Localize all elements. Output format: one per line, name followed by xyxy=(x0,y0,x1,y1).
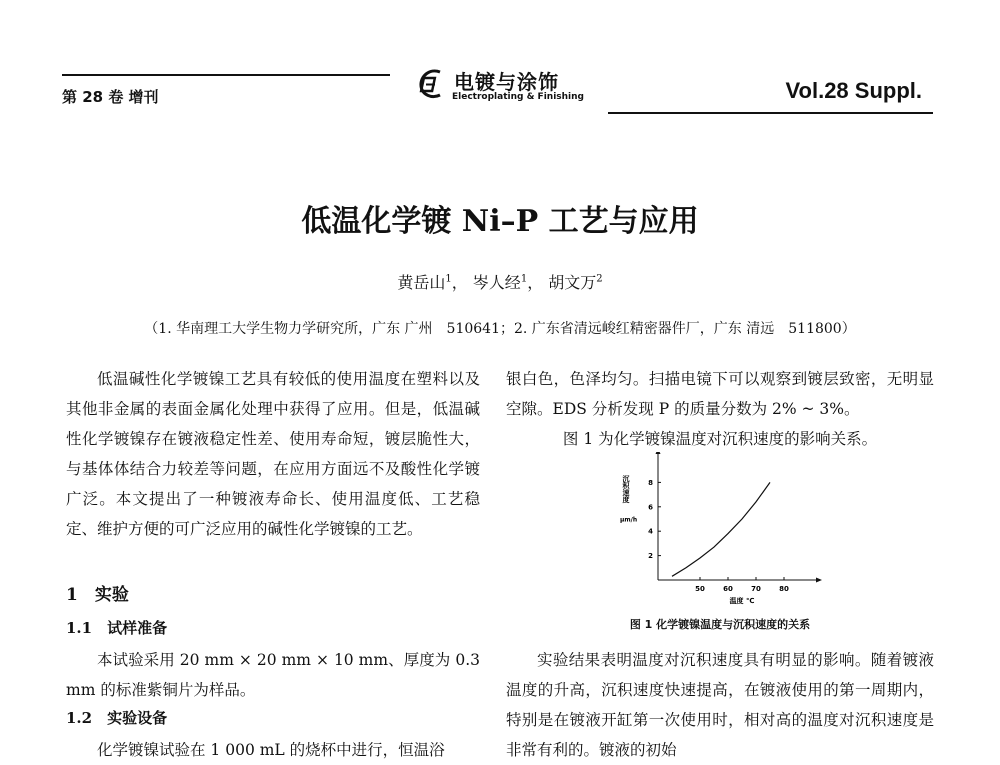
paper-title: 低温化学镀 Ni–P 工艺与应用 xyxy=(301,204,699,239)
y-tick-label: 4 xyxy=(648,527,653,536)
volume-label: Vol.28 Suppl. xyxy=(785,78,922,103)
issue-label: 第 28 卷 增刊 xyxy=(62,88,159,106)
journal-name-cn: 电镀与涂饰 xyxy=(454,70,559,94)
y-tick-label: 2 xyxy=(648,552,653,561)
author-name: 黄岳山 xyxy=(397,273,446,292)
header-rule-right xyxy=(608,112,933,114)
x-tick-label: 50 xyxy=(695,585,705,593)
journal-name-en: Electroplating & Finishing xyxy=(452,92,584,102)
y-tick-label: 8 xyxy=(648,478,653,487)
subsection-heading: 1.2 实验设备 xyxy=(66,709,168,727)
author-affiliation-mark: 1 xyxy=(445,273,452,285)
subsection-heading: 1.1 试样准备 xyxy=(66,619,168,637)
figure-reference-paragraph: 图 1 为化学镀镍温度对沉积速度的影响关系。 xyxy=(562,430,878,448)
author-list: 黄岳山$^1$， 岑人经$^1$， 胡文万$^2$ xyxy=(397,273,603,292)
deposition-rate-chart xyxy=(560,452,860,610)
sample-paragraph: 本试验采用 20 mm × 20 mm × 10 mm、厚度为 0.3 mm 的标准紫铜片为样品。 xyxy=(66,651,480,699)
x-tick-label: 70 xyxy=(751,585,761,593)
author-name: 岑人经 xyxy=(472,273,521,292)
header-rule-left xyxy=(62,74,390,76)
author-name: 胡文万 xyxy=(548,273,597,292)
y-axis-label: 沉积速度 xyxy=(622,475,630,503)
x-tick-label: 60 xyxy=(723,585,733,593)
journal-logo-icon xyxy=(416,68,446,100)
y-axis-unit: μm/h xyxy=(620,516,638,524)
equipment-paragraph: 化学镀镍试验在 1 000 mL 的烧杯中进行，恒温浴 xyxy=(97,741,445,759)
section-heading: 1 实验 xyxy=(66,585,129,605)
discussion-paragraph: 实验结果表明温度对沉积速度具有明显的影响。随着镀液温度的升高，沉积速度快速提高，在镀液使用的第一周期内，特别是在镀液开缸第一次使用时，相对高的温度对沉积速度是非常有利的。镀液的初始 xyxy=(506,651,934,759)
author-affiliation-mark: 2 xyxy=(596,273,603,285)
figure-caption: 图 1 化学镀镍温度与沉积速度的关系 xyxy=(629,618,811,631)
x-axis-arrow xyxy=(816,578,822,583)
y-axis-arrow xyxy=(656,452,661,454)
author-affiliation-mark: 1 xyxy=(520,273,528,285)
x-axis-label: 温度 ℃ xyxy=(729,597,755,605)
series-line xyxy=(672,482,770,576)
x-tick-label: 80 xyxy=(779,585,789,593)
results-paragraph: 银白色，色泽均匀。扫描电镜下可以观察到镀层致密，无明显空隙。EDS 分析发现 P 的质量分数为 2% ~ 3%。 xyxy=(506,370,934,418)
y-tick-label: 6 xyxy=(648,503,653,512)
intro-paragraph: 低温碱性化学镀镍工艺具有较低的使用温度在塑料以及其他非金属的表面金属化处理中获得了应用。但是，低温碱性化学镀镍存在镀液稳定性差、使用寿命短，镀层脆性大，与基体体结合力较差等问题，在应用方面远不及酸性化学镀广泛。本文提出了一种镀液寿命长、使用温度低、工艺稳定、维护方便的可广泛应用的碱性化学镀镍的工艺。 xyxy=(66,370,480,538)
affiliations: （1. 华南理工大学生物力学研究所，广东 广州 510641；2. 广东省清远峻红精密器件厂，广东 清远 511800） xyxy=(144,321,856,337)
